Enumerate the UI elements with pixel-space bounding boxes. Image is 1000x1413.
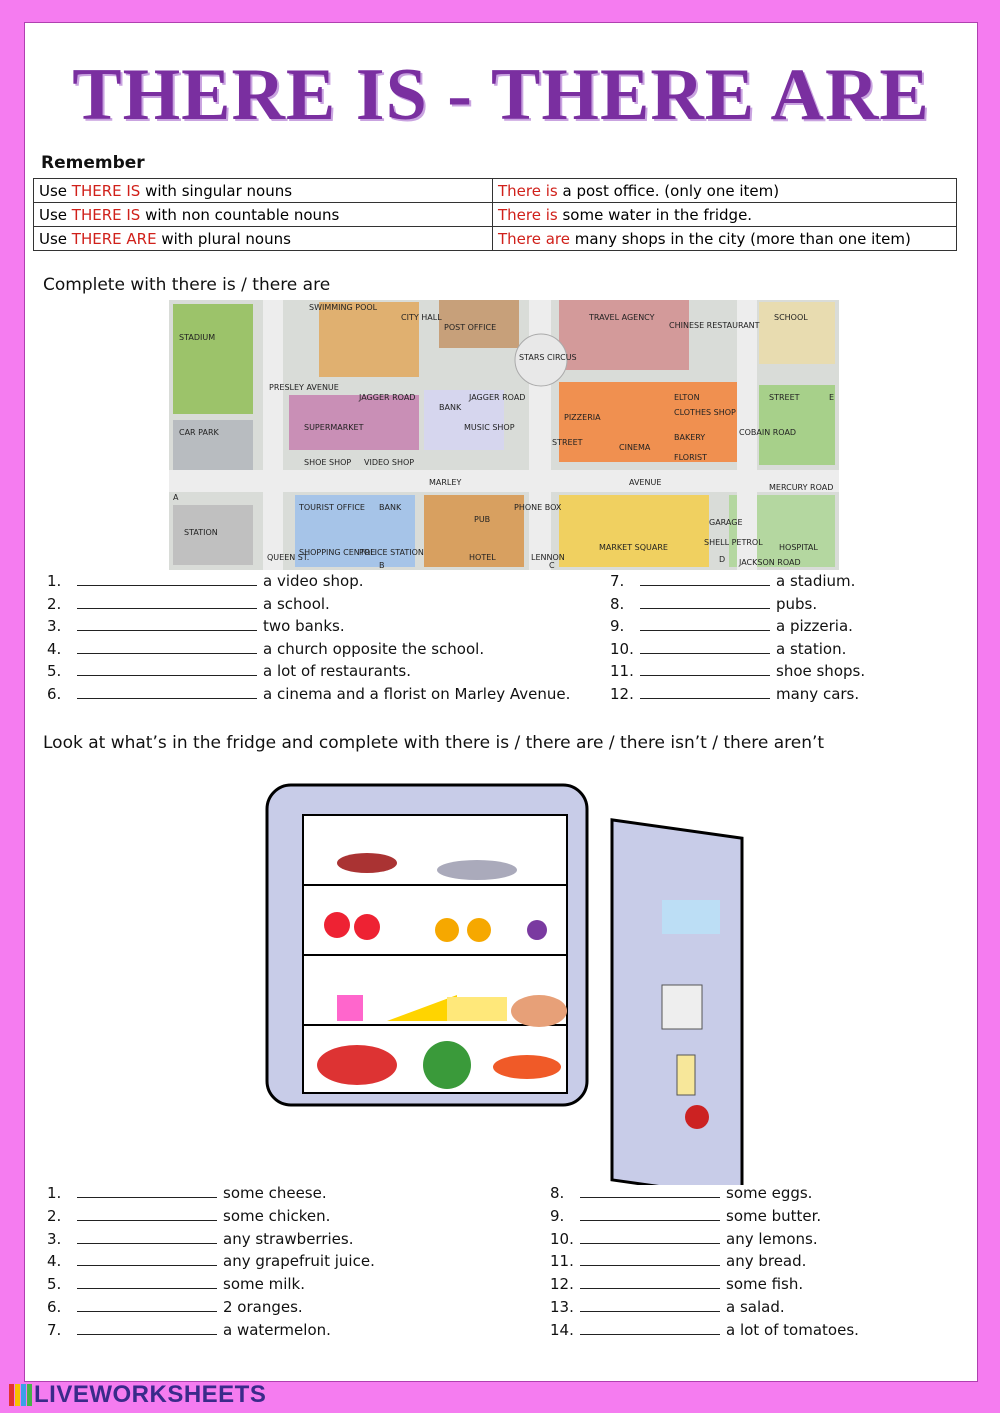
item-text: some eggs. <box>726 1184 813 1202</box>
item-text: a station. <box>776 639 847 658</box>
example-keyword: There is <box>498 181 558 200</box>
item-text: a watermelon. <box>223 1320 331 1339</box>
map-label-pub: PUB <box>474 515 491 524</box>
answer-blank[interactable] <box>77 639 257 654</box>
rule-prefix: Use <box>39 205 72 224</box>
rule-cell <box>34 179 493 203</box>
answer-blank[interactable] <box>77 1183 217 1198</box>
map-label-presley-avenue: PRESLEY AVENUE <box>269 383 339 392</box>
map-label-phone-box: PHONE BOX <box>514 503 562 512</box>
exercise-item <box>47 1297 303 1316</box>
grapes <box>527 920 547 940</box>
map-label-avenue: AVENUE <box>629 478 662 487</box>
answer-blank[interactable] <box>580 1274 720 1289</box>
item-text: any grapefruit juice. <box>223 1252 375 1271</box>
item-number: 1. <box>47 1184 62 1202</box>
item-number: 11. <box>550 1252 574 1271</box>
map-label-shoe-shop: SHOE SHOP <box>304 458 352 467</box>
answer-blank[interactable] <box>77 1274 217 1289</box>
item-text: any lemons. <box>726 1229 818 1248</box>
liveworksheets-logo-icon <box>8 1382 34 1408</box>
exercise-item <box>47 661 411 680</box>
answer-blank[interactable] <box>77 1320 217 1335</box>
tomatoes <box>324 912 350 938</box>
jam-jar <box>685 1105 709 1129</box>
item-number: 13. <box>550 1298 574 1316</box>
item-text: some butter. <box>726 1206 822 1225</box>
answer-blank[interactable] <box>77 1206 217 1221</box>
exercise-item <box>47 1274 305 1293</box>
watermelon <box>317 1045 397 1085</box>
meat <box>337 853 397 873</box>
answer-blank[interactable] <box>77 684 257 699</box>
rules-table <box>33 178 957 251</box>
rule-suffix: with plural nouns <box>156 229 291 248</box>
remember-heading: Remember <box>41 153 145 173</box>
item-text: some chicken. <box>223 1206 331 1225</box>
exercise-item <box>550 1251 806 1270</box>
item-number: 11. <box>610 662 634 681</box>
item-number: 12. <box>610 685 634 703</box>
rule-cell <box>34 227 493 251</box>
exercise-item <box>550 1183 812 1202</box>
answer-blank[interactable] <box>640 639 770 654</box>
map-label-queen-st: QUEEN ST. <box>267 553 310 562</box>
item-text: a cinema and a florist on Marley Avenue. <box>263 685 571 703</box>
map-label-stars-circus: STARS CIRCUS <box>519 353 577 362</box>
fridge-illustration <box>257 775 757 1185</box>
map-label-car-park: CAR PARK <box>179 428 219 437</box>
footer-brand <box>8 1382 266 1408</box>
map-label-post-office: POST OFFICE <box>444 323 497 332</box>
item-number: 8. <box>550 1184 565 1202</box>
map-label-stadium: STADIUM <box>179 333 216 342</box>
answer-blank[interactable] <box>640 616 770 631</box>
rule-prefix: Use <box>39 229 72 248</box>
carrots <box>493 1055 561 1079</box>
rule-cell <box>34 203 493 227</box>
map-label-e: E <box>829 393 835 402</box>
map-label-cinema: CINEMA <box>619 443 651 452</box>
rules-row <box>34 227 957 251</box>
butter <box>447 997 507 1021</box>
school-block <box>759 302 835 364</box>
example-suffix: many shops in the city (more than one item) <box>570 229 911 248</box>
map-label-tourist-office: TOURIST OFFICE <box>299 503 365 512</box>
map-label-d: D <box>719 555 726 564</box>
map-label-hotel: HOTEL <box>469 553 496 562</box>
lettuce <box>423 1041 471 1089</box>
exercise-item <box>47 639 484 658</box>
exercise-item <box>550 1229 818 1248</box>
answer-blank[interactable] <box>77 616 257 631</box>
exercise-item <box>610 684 859 703</box>
item-text: any bread. <box>726 1252 807 1271</box>
worksheet-page <box>24 22 978 1382</box>
ham <box>511 995 567 1027</box>
exercise-item <box>47 1320 331 1339</box>
exercise-item <box>610 616 853 635</box>
answer-blank[interactable] <box>77 594 257 609</box>
map-label-b: B <box>379 561 385 570</box>
map-label-street: STREET <box>769 393 800 402</box>
map-label-video-shop: VIDEO SHOP <box>364 458 415 467</box>
map-label-florist: FLORIST <box>674 453 707 462</box>
answer-blank[interactable] <box>77 1229 217 1244</box>
answer-blank[interactable] <box>640 661 770 676</box>
map-label-cobain-road: COBAIN ROAD <box>739 428 797 437</box>
item-number: 10. <box>550 1229 574 1248</box>
answer-blank[interactable] <box>77 1297 217 1312</box>
map-label-jackson-road: JACKSON ROAD <box>739 558 801 567</box>
map-label-chinese-restaurant: CHINESE RESTAURANT <box>669 321 760 330</box>
map-label-marley: MARLEY <box>429 478 462 487</box>
answer-blank[interactable] <box>640 684 770 699</box>
example-keyword: There is <box>498 205 558 224</box>
item-text: a church opposite the school. <box>263 639 485 658</box>
map-label-supermarket: SUPERMARKET <box>304 423 364 432</box>
answer-blank[interactable] <box>640 571 770 586</box>
item-text: a salad. <box>726 1298 785 1316</box>
item-number: 9. <box>550 1206 565 1225</box>
example-keyword: There are <box>498 229 570 248</box>
answer-blank[interactable] <box>580 1183 720 1198</box>
exercise-item <box>550 1206 821 1225</box>
item-text: a lot of tomatoes. <box>726 1320 859 1339</box>
exercise-item <box>47 1206 330 1225</box>
item-number: 3. <box>47 1229 62 1248</box>
answer-blank[interactable] <box>580 1206 720 1221</box>
item-text: 2 oranges. <box>223 1298 303 1316</box>
item-text: pubs. <box>776 594 818 613</box>
item-number: 5. <box>47 662 62 681</box>
map-label-bakery: BAKERY <box>674 433 706 442</box>
map-label-bank-2: BANK <box>379 503 402 512</box>
stadium-block <box>173 304 253 414</box>
exercise-item <box>47 1229 353 1248</box>
item-text: some cheese. <box>223 1184 327 1202</box>
oranges <box>435 918 459 942</box>
item-number: 7. <box>610 572 625 590</box>
item-number: 6. <box>47 685 62 703</box>
item-text: any strawberries. <box>223 1229 354 1248</box>
map-label-a: A <box>173 493 179 502</box>
map-label-school: SCHOOL <box>774 313 808 322</box>
exercise-item <box>610 594 817 613</box>
exercise-item <box>550 1274 803 1293</box>
example-suffix: some water in the fridge. <box>557 205 753 224</box>
answer-blank[interactable] <box>640 594 770 609</box>
item-number: 5. <box>47 1275 62 1294</box>
map-label-lennon: LENNON <box>531 553 565 562</box>
answer-blank[interactable] <box>580 1251 720 1266</box>
item-number: 2. <box>47 594 62 613</box>
rule-keyword: THERE ARE <box>71 229 157 248</box>
item-number: 14. <box>550 1320 574 1339</box>
map-label-bank: BANK <box>439 403 462 412</box>
item-number: 12. <box>550 1275 574 1294</box>
rules-row <box>34 203 957 227</box>
map-label-garage: GARAGE <box>709 518 743 527</box>
exercise-item <box>610 661 865 680</box>
exercise-item <box>47 1251 375 1270</box>
page-title: THERE IS - THERE ARE <box>72 54 930 136</box>
example-suffix: a post office. (only one item) <box>557 181 780 200</box>
example-cell <box>493 227 957 251</box>
exercise-item <box>47 571 364 590</box>
item-text: two banks. <box>263 617 345 636</box>
item-text: a pizzeria. <box>776 617 853 636</box>
example-cell <box>493 179 957 203</box>
exercise-item <box>610 639 846 658</box>
item-number: 7. <box>47 1320 62 1339</box>
answer-blank[interactable] <box>77 661 257 676</box>
item-number: 1. <box>47 572 62 590</box>
example-cell <box>493 203 957 227</box>
brand-text: LIVEWORKSHEETS <box>34 1381 267 1408</box>
answer-blank[interactable] <box>580 1229 720 1244</box>
map-label-lennon-street: STREET <box>552 438 583 447</box>
map-label-shopping-centre: SHOPPING CENTRE <box>299 548 376 557</box>
map-label-station: STATION <box>184 528 218 537</box>
map-label-c: C <box>549 561 555 570</box>
exercise-item <box>610 571 855 590</box>
item-number: 2. <box>47 1206 62 1225</box>
exercise-item <box>550 1297 785 1316</box>
answer-blank[interactable] <box>580 1320 720 1335</box>
map-label-hospital: HOSPITAL <box>779 543 818 552</box>
map-label-clothes-shop: CLOTHES SHOP <box>674 408 736 417</box>
map-label-jagger-road-2: JAGGER ROAD <box>469 393 526 402</box>
eggs <box>662 900 720 934</box>
item-text: some fish. <box>726 1275 804 1294</box>
item-number: 3. <box>47 617 62 636</box>
rule-prefix: Use <box>39 181 72 200</box>
section1-instruction: Complete with there is / there are <box>43 275 331 295</box>
map-label-city-hall: CITY HALL <box>401 313 442 322</box>
answer-blank[interactable] <box>580 1297 720 1312</box>
juice-bottle <box>677 1055 695 1095</box>
section2-instruction: Look at what’s in the fridge and complete with there is / there are / there isn’t / there aren’t <box>43 733 825 753</box>
map-label-police-station: POLICE STATION <box>359 548 424 557</box>
answer-blank[interactable] <box>77 1251 217 1266</box>
exercise-item <box>47 594 330 613</box>
map-label-pizzeria: PIZZERIA <box>564 413 601 422</box>
item-text: a school. <box>263 594 330 613</box>
item-text: many cars. <box>776 685 860 703</box>
map-label-jagger-road: JAGGER ROAD <box>359 393 416 402</box>
exercise-item <box>47 1183 327 1202</box>
rule-keyword: THERE IS <box>71 181 141 200</box>
item-text: shoe shops. <box>776 662 866 681</box>
milk-carton <box>662 985 702 1029</box>
item-number: 6. <box>47 1298 62 1316</box>
exercise-item <box>47 616 345 635</box>
item-text: a stadium. <box>776 572 856 590</box>
map-label-mercury-road: MERCURY ROAD <box>769 483 834 492</box>
item-number: 8. <box>610 594 625 613</box>
item-text: some milk. <box>223 1275 306 1294</box>
town-map <box>169 300 839 570</box>
map-label-swimming-pool: SWIMMING POOL <box>309 303 378 312</box>
map-label-elton: ELTON <box>674 393 700 402</box>
rule-suffix: with singular nouns <box>140 181 293 200</box>
map-label-travel-agency: TRAVEL AGENCY <box>589 313 655 322</box>
market-square-block <box>559 495 709 567</box>
rules-row <box>34 179 957 203</box>
rule-suffix: with non countable nouns <box>140 205 340 224</box>
yoghurt <box>337 995 363 1021</box>
item-text: a lot of restaurants. <box>263 662 411 681</box>
item-number: 10. <box>610 639 634 658</box>
item-number: 9. <box>610 617 625 636</box>
rule-keyword: THERE IS <box>71 205 141 224</box>
answer-blank[interactable] <box>77 571 257 586</box>
fish <box>437 860 517 880</box>
map-label-market-square: MARKET SQUARE <box>599 543 668 552</box>
map-label-music-shop: MUSIC SHOP <box>464 423 515 432</box>
item-text: a video shop. <box>263 572 364 590</box>
exercise-item <box>550 1320 859 1339</box>
item-number: 4. <box>47 639 62 658</box>
map-label-shell-petrol: SHELL PETROL <box>704 538 763 547</box>
exercise-item <box>47 684 570 703</box>
item-number: 4. <box>47 1252 62 1271</box>
